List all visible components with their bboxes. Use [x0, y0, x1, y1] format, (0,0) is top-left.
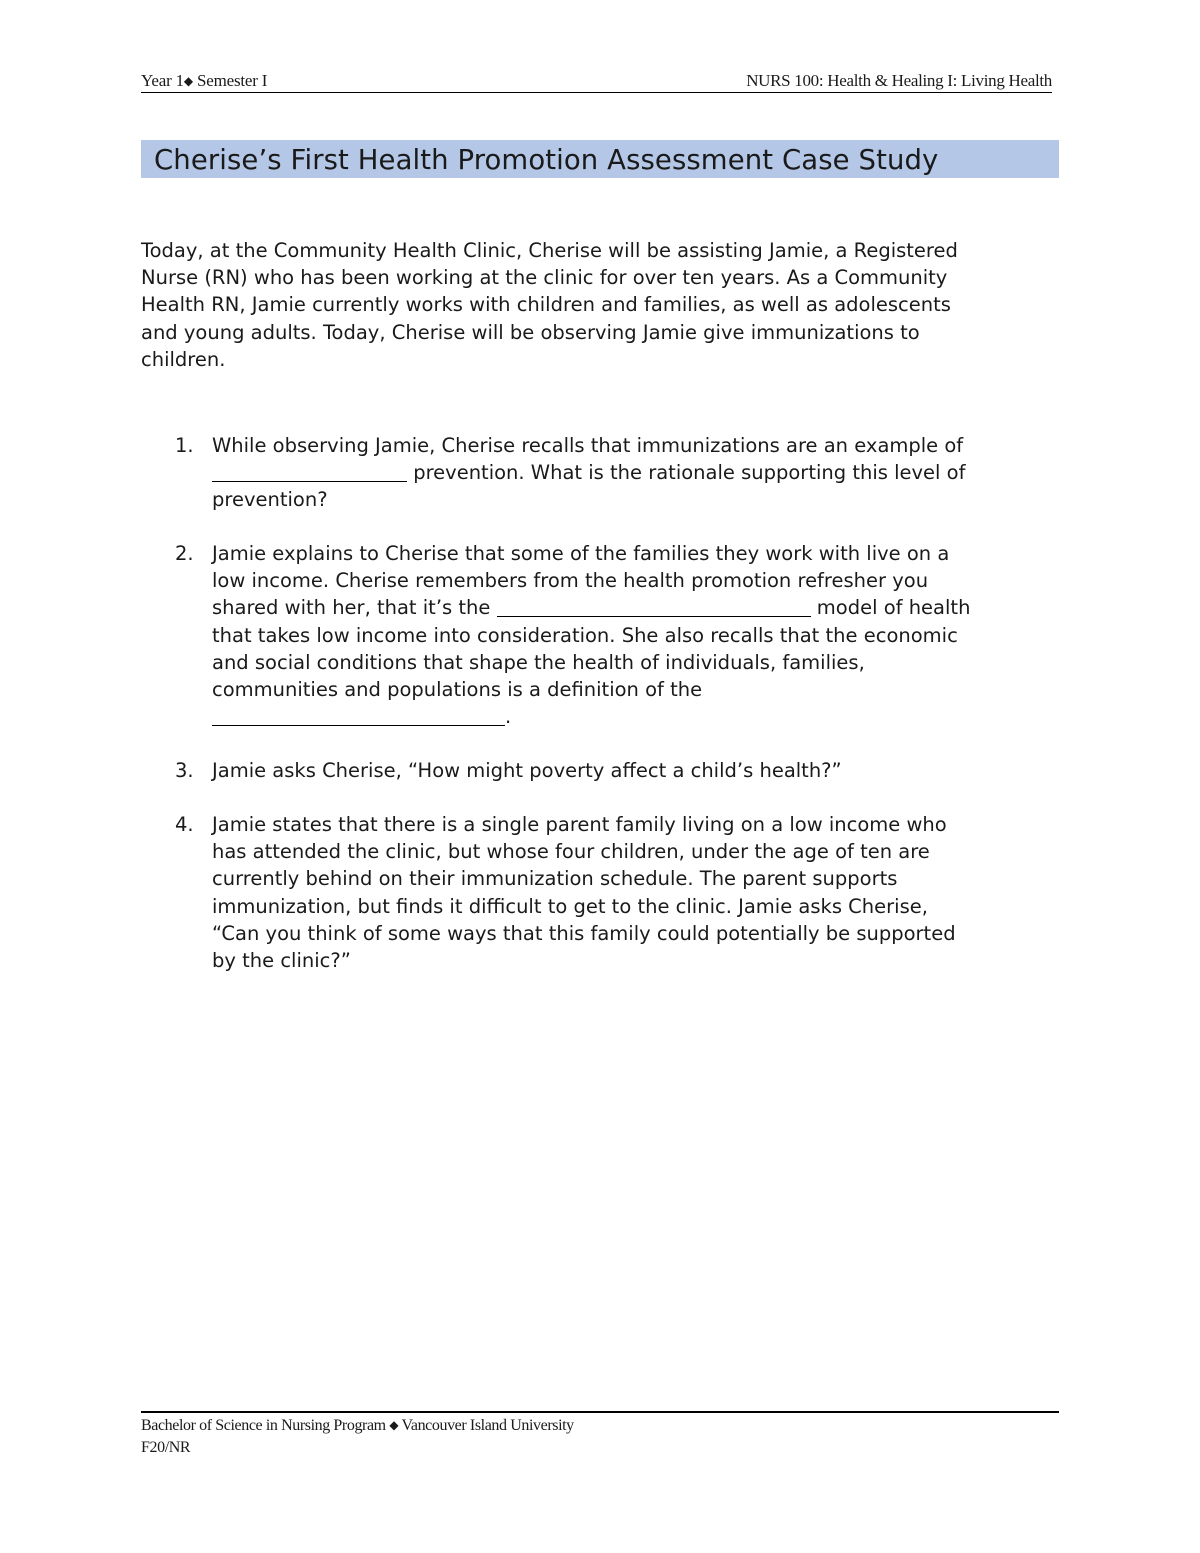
- header-course: NURS 100: Health & Healing I: Living Health: [746, 71, 1052, 90]
- fill-in-blank[interactable]: [212, 463, 407, 482]
- question-number: 3.: [175, 759, 194, 782]
- question-line: has attended the clinic, but whose four children, under the age of ten are: [212, 840, 930, 864]
- question-number: 2.: [175, 542, 194, 565]
- question-line: [212, 459, 1057, 486]
- intro-line: Nurse (RN) who has been working at the clinic for over ten years. As a Community: [141, 266, 948, 290]
- intro-line: and young adults. Today, Cherise will be observing Jamie give immunizations to: [141, 320, 920, 344]
- question-line: immunization, but finds it difficult to get to the clinic. Jamie asks Cherise,: [212, 894, 928, 918]
- footer-program-name: Bachelor of Science in Nursing Program: [141, 1417, 390, 1434]
- page-footer: [141, 1415, 574, 1458]
- question-text: [212, 757, 1057, 784]
- question-line-text: model of health: [810, 596, 971, 620]
- question-line: and social conditions that shape the health of individuals, families,: [212, 650, 865, 674]
- question-line: currently behind on their immunization schedule. The parent supports: [212, 867, 898, 891]
- question-line: [212, 703, 1057, 730]
- question-line: “Can you think of some ways that this family could potentially be supported: [212, 921, 956, 945]
- footer-divider: [141, 1411, 1059, 1413]
- fill-in-blank[interactable]: [497, 598, 811, 617]
- question-number: 1.: [175, 434, 194, 457]
- question-line: [212, 594, 1057, 621]
- question-line: low income. Cherise remembers from the health promotion refresher you: [212, 569, 929, 593]
- page-header: [141, 70, 1052, 93]
- footer-program: [141, 1415, 574, 1437]
- question-line: Jamie explains to Cherise that some of the families they work with live on a: [212, 542, 950, 565]
- question-line: that takes low income into consideration. She also recalls that the economic: [212, 623, 958, 647]
- intro-line: Today, at the Community Health Clinic, Cherise will be assisting Jamie, a Registered: [141, 239, 958, 262]
- question-line: communities and populations is a definition of the: [212, 678, 703, 702]
- footer-code: F20/NR: [141, 1439, 191, 1456]
- question-text: [212, 540, 1057, 730]
- header-year: Year 1: [141, 71, 184, 90]
- header-semester: Semester I: [192, 71, 268, 90]
- intro-paragraph: [141, 237, 1056, 373]
- question-line: by the clinic?”: [212, 949, 351, 973]
- header-left: [141, 70, 267, 93]
- diamond-icon: ◆: [389, 1418, 399, 1432]
- document-title: Cherise’s First Health Promotion Assessment Case Study: [154, 144, 939, 176]
- footer-university: Vancouver Island University: [398, 1417, 574, 1434]
- question-text: [212, 432, 1057, 514]
- question-line-text: prevention. What is the rationale supporting this level of: [407, 461, 966, 485]
- fill-in-blank[interactable]: [212, 707, 505, 726]
- intro-line: children.: [141, 347, 226, 371]
- question-line: Jamie asks Cherise, “How might poverty affect a child’s health?”: [212, 759, 842, 782]
- question-line: While observing Jamie, Cherise recalls that immunizations are an example of: [212, 434, 964, 457]
- question-number: 4.: [175, 813, 194, 836]
- question-line-text: .: [505, 705, 512, 729]
- question-line: prevention?: [212, 488, 328, 512]
- diamond-icon: ◆: [183, 74, 193, 88]
- question-line: Jamie states that there is a single parent family living on a low income who: [212, 813, 947, 836]
- question-line-text: shared with her, that it’s the: [212, 596, 497, 620]
- intro-line: Health RN, Jamie currently works with children and families, as well as adolescents: [141, 293, 951, 317]
- question-text: [212, 811, 1057, 974]
